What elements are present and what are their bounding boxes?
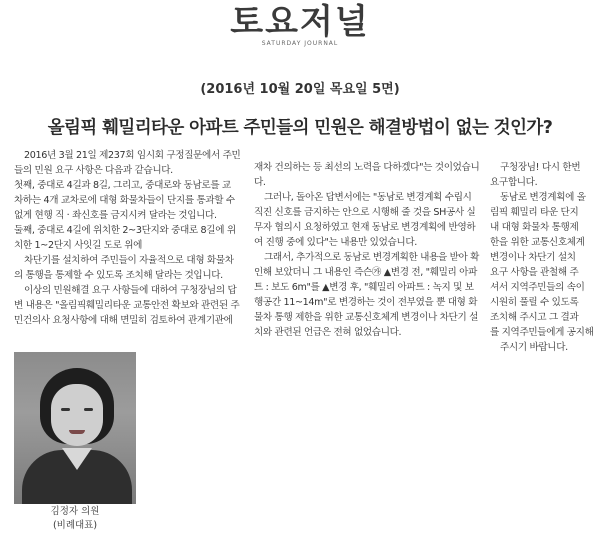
councillor-photo — [14, 352, 136, 504]
column2-line: 그러나, 돌아온 답변서에는 "동남로 변경계획 수립시 — [264, 192, 472, 203]
column1-line: 차단기를 설치하여 주민들이 자율적으로 대형 화물차 — [24, 255, 234, 266]
column1-line: 변 내용은 "올림픽훼밀리타운 교통안전 확보와 관련된 주 — [14, 300, 240, 311]
photo-mouth — [69, 430, 85, 434]
column2-line: 트 : 보도 6m"를 ▲변경 후, "훼밀리 아파트 : 녹지 및 보 — [254, 282, 474, 293]
column2-line: 무자 협의시 요청하였고 현재 동남로 변경계획에 반영하 — [254, 222, 476, 233]
column1-line: 들의 민원 요구 사항은 다음과 같습니다. — [14, 165, 173, 176]
masthead-subtitle: SATURDAY JOURNAL — [261, 40, 339, 47]
column2-line: 치와 관련된 언급은 전혀 없었습니다. — [254, 327, 402, 338]
column3-line: 구청장님! 다시 한번 — [500, 162, 581, 173]
column3-line: 림픽 훼밀리 타운 단지 — [490, 207, 579, 218]
article-column-3 — [490, 160, 594, 355]
column2-line: 재차 건의하는 등 최선의 노력을 다하겠다"는 것이었습니 — [254, 162, 480, 173]
column1-line: 치한 1~2단지 사잇길 도로 위에 — [14, 240, 143, 251]
column3-line: 동남로 변경계획에 올 — [500, 192, 586, 203]
column1-line: 의 통행을 통제할 수 있도록 조치해 달라는 것입니다. — [14, 270, 223, 281]
column3-line: 변경이나 차단기 설치 — [490, 252, 576, 263]
caption-name: 김정자 의원 — [50, 506, 100, 517]
masthead — [200, 2, 400, 50]
column2-line: 인해 보았더니 그 내용인 즉슨㉮ ▲변경 전, "훼밀리 아파 — [254, 267, 477, 278]
photo-eye-left — [61, 408, 70, 411]
article-column-2 — [254, 160, 486, 340]
caption-party: (비례대표) — [52, 520, 98, 531]
column1-line: 2016년 3월 21일 제237회 임시회 구정질문에서 주민 — [24, 150, 241, 161]
dateline: (2016년 10월 20일 목요일 5면) — [200, 82, 400, 97]
column2-line: 다. — [254, 177, 266, 188]
column2-line: 물차 통행 제한을 위한 교통신호체계 변경이나 차단기 설 — [254, 312, 479, 323]
column2-line: 직진 신호를 금지하는 안으로 시행해 줄 것을 SH공사 실 — [254, 207, 476, 218]
masthead-title: 토요저널 — [230, 2, 370, 42]
column3-line: 시원히 풀릴 수 있도록 — [490, 297, 579, 308]
column2-line: 행공간 11~14m"로 변경하는 것이 전부였을 뿐 대형 화 — [254, 297, 478, 308]
column3-line: 주시기 바랍니다. — [500, 342, 568, 353]
column3-line: 를 지역주민들에게 공지해 — [490, 327, 594, 338]
article-column-1 — [14, 148, 250, 328]
column1-line: 둘째, 중대로 4길에 위치한 2~3단지와 중대로 8길에 위 — [14, 225, 236, 236]
column2-line: 여 진행 중에 있다"는 내용만 있었습니다. — [254, 237, 417, 248]
article-headline: 올림픽 훼밀리타운 아파트 주민들의 민원은 해결방법이 없는 것인가? — [47, 118, 553, 138]
photo-caption — [14, 505, 136, 533]
column1-line: 민건의사 요청사항에 대해 면밀히 검토하여 관계기관에 — [14, 315, 233, 326]
column3-line: 요구합니다. — [490, 177, 538, 188]
column3-line: 요구 사항을 관철해 주 — [490, 267, 579, 278]
column3-line: 셔서 지역주민들의 속이 — [490, 282, 585, 293]
column1-line: 없게 현행 직 · 좌신호를 금지시켜 달라는 것입니다. — [14, 210, 217, 221]
column3-line: 내 대형 화물차 통행제 — [490, 222, 579, 233]
column1-line: 이상의 민원해결 요구 사항들에 대하여 구청장님의 답 — [24, 285, 237, 296]
column2-line: 그래서, 추가적으로 동남로 변경계획한 내용을 받아 확 — [264, 252, 480, 263]
photo-face — [51, 384, 103, 446]
column1-line: 첫째, 중대로 4길과 8길, 그리고, 중대로와 동남로를 교 — [14, 180, 231, 191]
column1-line: 차하는 4개 교차로에 대형 화물차들이 단지를 통과할 수 — [14, 195, 235, 206]
column3-line: 한을 위한 교통신호체계 — [490, 237, 585, 248]
photo-eye-right — [84, 408, 93, 411]
column3-line: 조치해 주시고 그 결과 — [490, 312, 579, 323]
